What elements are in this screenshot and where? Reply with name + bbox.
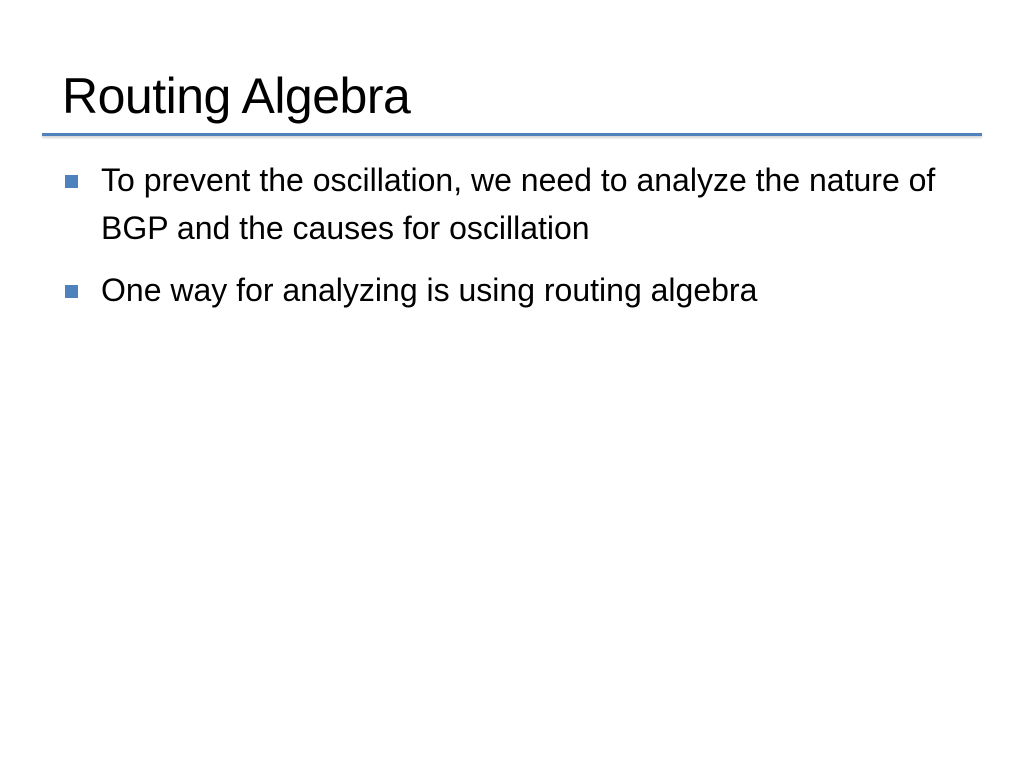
bullet-text: To prevent the oscillation, we need to analyze the nature of BGP and the causes for oscillation [101, 162, 936, 246]
bullet-item [62, 156, 972, 252]
bullet-text: One way for analyzing is using routing algebra [101, 272, 758, 308]
square-bullet-icon [65, 285, 78, 298]
bullet-item [62, 266, 972, 314]
slide-title: Routing Algebra [62, 68, 411, 124]
bullet-list [62, 156, 972, 328]
title-divider [42, 133, 982, 136]
square-bullet-icon [65, 175, 78, 188]
